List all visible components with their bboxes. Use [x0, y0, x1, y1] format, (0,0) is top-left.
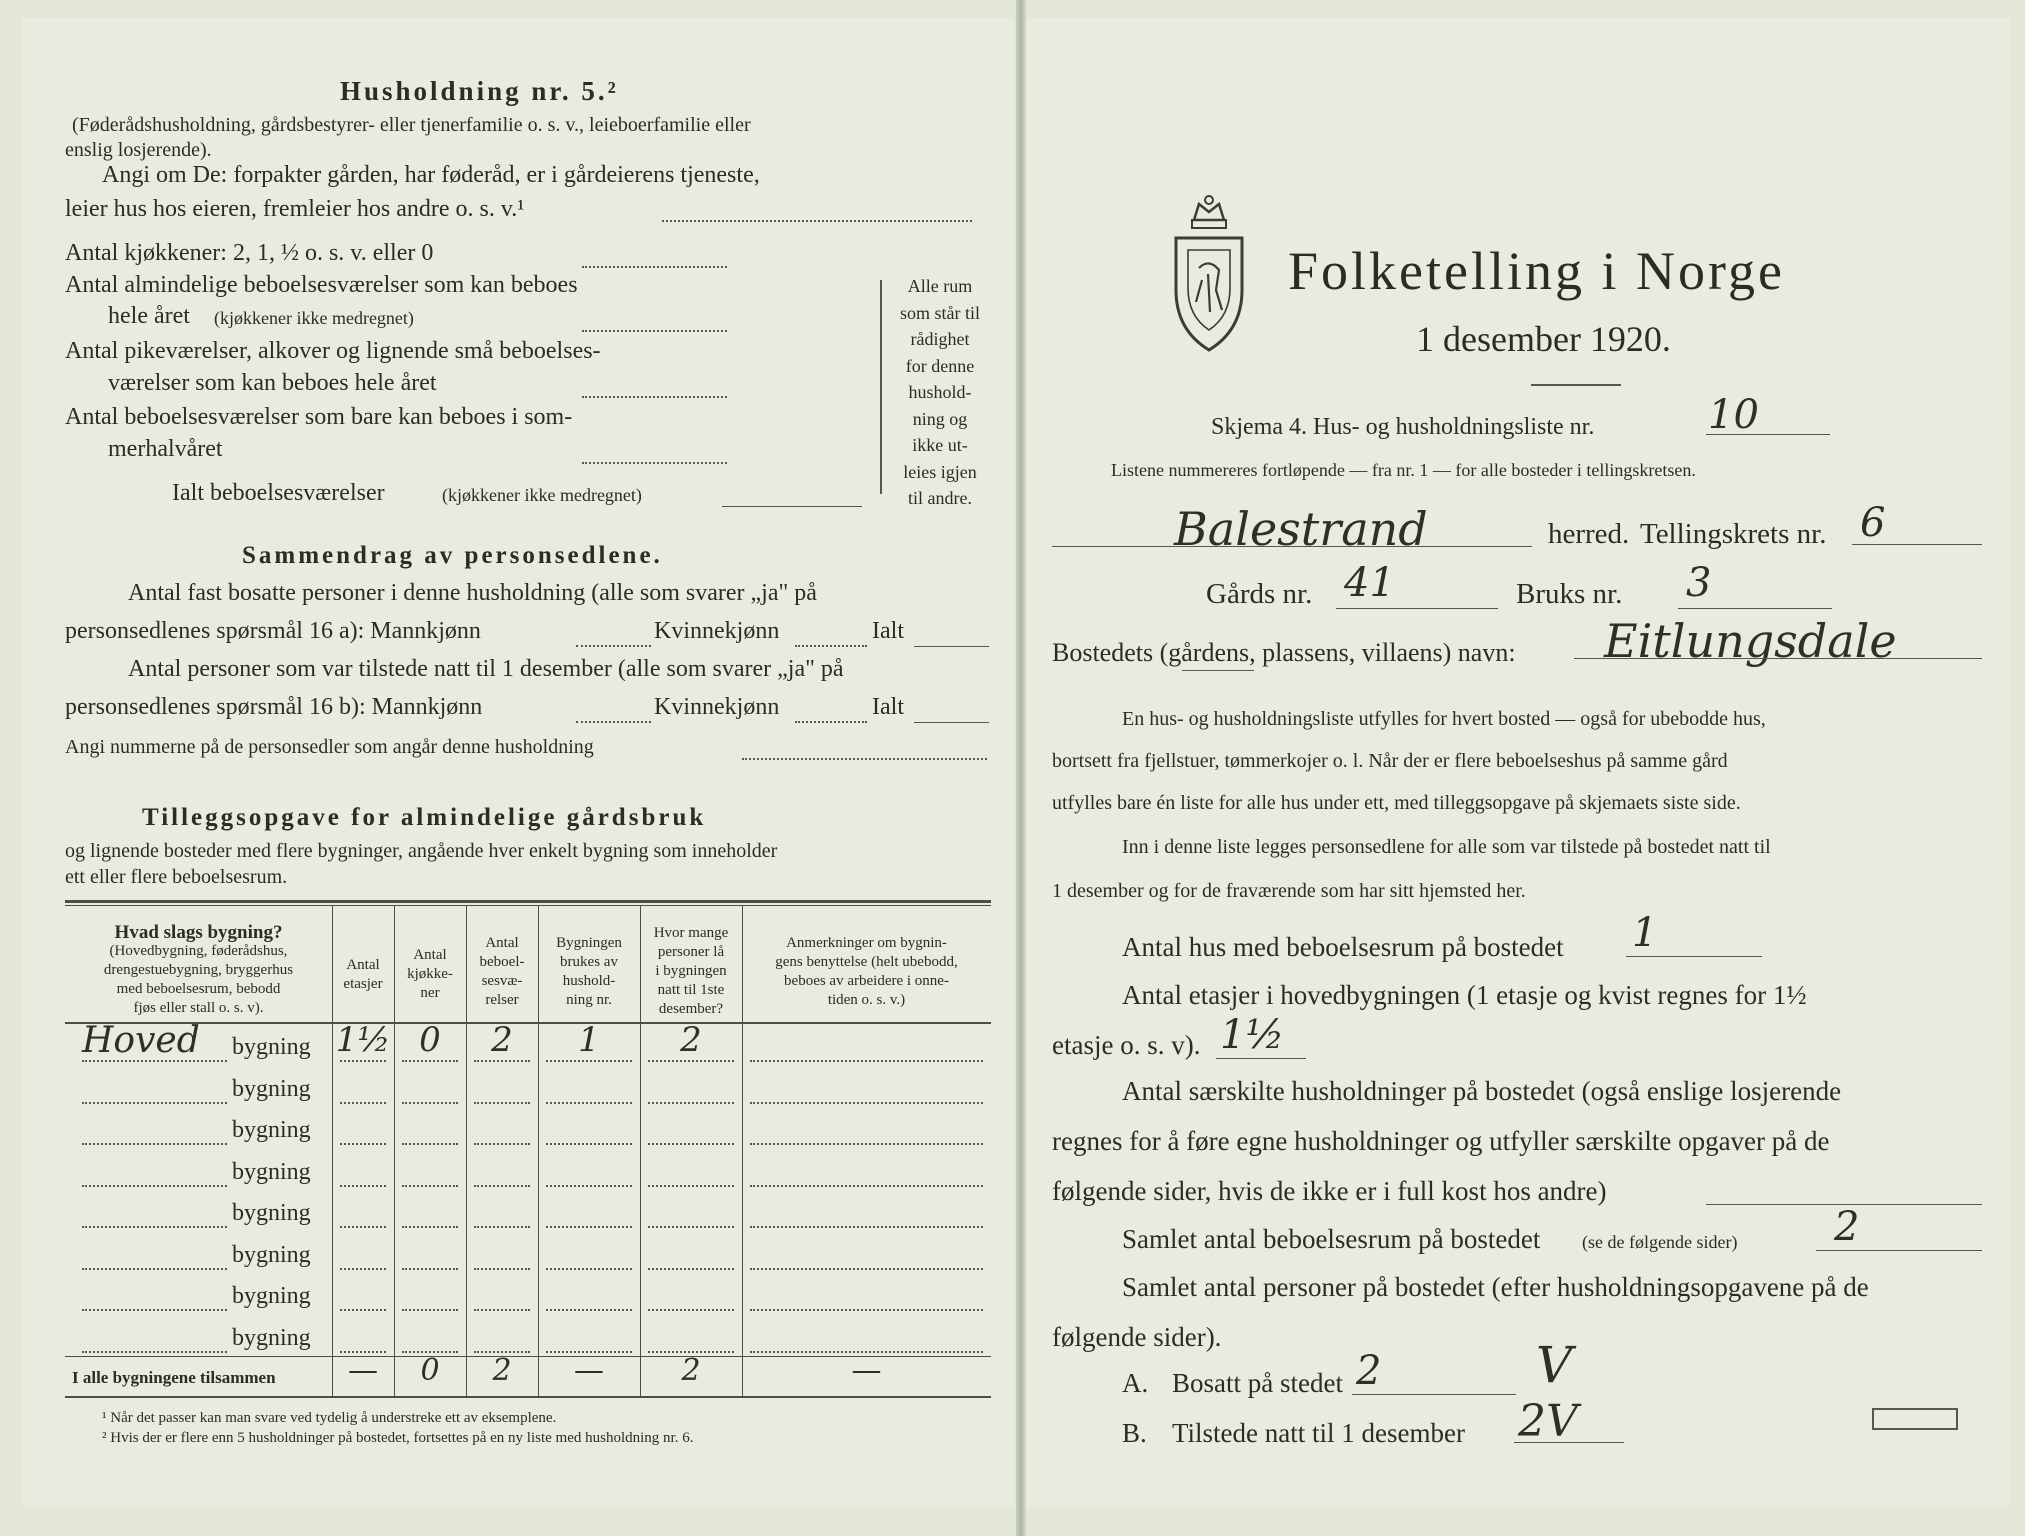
header-kitchens [394, 946, 466, 1003]
header-text: med beboelsesrum, bebodd [116, 981, 281, 997]
gards-number[interactable]: 41 [1344, 560, 1395, 606]
tellingskrets-label: Tellingskrets nr. [1640, 518, 1827, 550]
cell-vaerelser[interactable]: 2 [491, 1020, 513, 1060]
floors-label-2: etasje o. s. v). [1052, 1030, 1201, 1060]
total-persons[interactable]: 2 [681, 1353, 701, 1388]
resident-line [1352, 1394, 1516, 1395]
building-name-line [82, 1351, 227, 1353]
cell-line [750, 1226, 983, 1228]
floors-label-1: Antal etasjer i hovedbygningen (1 etasje og kvist regnes for 1½ [1122, 980, 1807, 1010]
ordinary-rooms-label: Antal almindelige beboelsesværelser som kan beboes [65, 272, 578, 298]
building-name-line [82, 1185, 227, 1187]
cell-line [340, 1102, 386, 1104]
cell-line [648, 1143, 734, 1145]
cell-line [474, 1102, 530, 1104]
instruction-4: Inn i denne liste legges personsedlene for alle som var tilstede på bostedet natt til [1122, 836, 1771, 858]
building-name-line [82, 1143, 227, 1145]
header-household-no [538, 934, 640, 1010]
angi-line-2: leier hus hos eieren, fremleier hos andre o. s. v.¹ [65, 196, 525, 222]
header-persons [640, 924, 742, 1019]
header-text: fjøs eller stall o. s. v). [133, 1000, 264, 1016]
floors-value[interactable]: 1½ [1220, 1012, 1285, 1058]
table-bottom-rule [65, 1396, 991, 1398]
total-persons-2: følgende sider). [1052, 1322, 1222, 1352]
bosted-label: Bostedets (gårdens, plassens, villaens) navn: [1052, 638, 1516, 667]
printer-stamp [1872, 1408, 1958, 1430]
cell-line [402, 1060, 458, 1062]
supplement-line-2: ett eller flere beboelsesrum. [65, 866, 288, 888]
present-value[interactable]: 2V [1518, 1396, 1578, 1447]
cell-line [402, 1143, 458, 1145]
building-label: bygning [232, 1283, 311, 1309]
present-female-line[interactable] [795, 721, 867, 723]
resident-check[interactable]: V [1536, 1336, 1573, 1394]
resident-label-letter: A. [1122, 1368, 1149, 1398]
residents-total-label: Ialt [872, 618, 904, 644]
present-label: Tilstede natt til 1 desember [1172, 1418, 1465, 1448]
cell-line [402, 1102, 458, 1104]
total-rooms-value[interactable]: 2 [1834, 1204, 1860, 1250]
census-title: Folketelling i Norge [1288, 241, 1785, 301]
right-page [1026, 18, 2010, 1508]
cell-line [340, 1185, 386, 1187]
building-name[interactable]: Hoved [82, 1020, 200, 1061]
angi-fill-line[interactable] [662, 220, 972, 222]
header-text: Bygningen [556, 935, 622, 951]
bruks-label: Bruks nr. [1516, 578, 1623, 610]
header-text: Anmerkninger om bygnin- [786, 935, 947, 951]
header-text: personer lå [657, 944, 725, 960]
bosted-underline [1182, 670, 1254, 671]
bosted-value[interactable]: Eitlungsdale [1604, 614, 1897, 668]
header-text: hushold- [562, 973, 616, 989]
brace [880, 280, 882, 494]
building-label: bygning [232, 1200, 311, 1226]
total-rooms-fill-line[interactable] [722, 506, 862, 507]
building-label: bygning [232, 1324, 311, 1351]
total-remarks[interactable]: — [851, 1353, 882, 1388]
cell-line [546, 1143, 632, 1145]
supplement-line-1: og lignende bosteder med flere bygninger, angående hver enkelt bygning som inneholder [65, 840, 778, 862]
present-total-line[interactable] [914, 722, 989, 723]
maid-rooms-label: Antal pikeværelser, alkover og lignende små beboelses- [65, 338, 601, 364]
header-text: ning nr. [566, 992, 612, 1008]
cell-line [474, 1268, 530, 1270]
maid-rooms-fill-line[interactable] [582, 396, 727, 398]
total-kitchens[interactable]: 0 [420, 1353, 440, 1388]
header-text: sesvæ- [481, 973, 523, 989]
header-text: gens benyttelse (helt ubebodd, [775, 954, 958, 970]
header-text: Antal [413, 947, 447, 963]
header-text: i bygningen [655, 963, 727, 979]
title-rule [1531, 384, 1621, 386]
schema-label: Skjema 4. Hus- og husholdningsliste nr. [1211, 414, 1595, 440]
total-rooms-note: (se de følgende sider) [1582, 1232, 1738, 1252]
building-name-line [82, 1060, 227, 1062]
total-rooms-note: (kjøkkener ikke medregnet) [442, 485, 642, 505]
side-note-line: for denne [905, 355, 975, 376]
building-name-line [82, 1309, 227, 1311]
header-text: kjøkke- [407, 966, 453, 982]
schema-number[interactable]: 10 [1708, 392, 1759, 438]
cell-line [546, 1268, 632, 1270]
present-female-label: Kvinnekjønn [654, 694, 780, 720]
gards-line [1336, 608, 1498, 609]
footnote-2: ² Hvis der er flere enn 5 husholdninger på bostedet, fortsettes på en ny liste med husholdning nr. 6. [102, 1430, 694, 1446]
houses-line [1626, 956, 1762, 957]
header-text: Antal [485, 935, 519, 951]
resident-value[interactable]: 2 [1356, 1348, 1382, 1394]
cell-kjokkener[interactable]: 0 [419, 1020, 441, 1060]
cell-line [474, 1143, 530, 1145]
houses-value[interactable]: 1 [1632, 910, 1658, 956]
header-text: ner [420, 985, 440, 1001]
header-text: beboel- [479, 954, 525, 970]
side-note [892, 273, 988, 512]
table-top-rule-2 [65, 905, 991, 906]
building-label: bygning [232, 1158, 311, 1185]
person-numbers-line[interactable] [742, 758, 987, 760]
ordinary-rooms-label-2: hele året [108, 303, 190, 329]
cell-line [402, 1268, 458, 1270]
cell-line [648, 1268, 734, 1270]
bruks-number[interactable]: 3 [1686, 560, 1712, 606]
header-rooms [466, 934, 538, 1010]
header-text: relser [485, 992, 519, 1008]
side-note-line: leies igjen [903, 461, 977, 482]
header-floors [332, 956, 394, 994]
cell-line [474, 1060, 530, 1062]
header-building-type [65, 923, 332, 1018]
side-note-line: ikke ut- [912, 435, 968, 455]
maid-rooms-label-2: værelser som kan beboes hele året [108, 370, 437, 396]
cell-line [648, 1226, 734, 1228]
cell-line [546, 1060, 632, 1062]
cell-line [402, 1309, 458, 1311]
header-remarks [742, 934, 991, 1010]
present-line [1514, 1442, 1624, 1443]
cell-husholdning[interactable]: 1 [578, 1020, 600, 1060]
header-text: drengestuebygning, bryggerhus [103, 962, 294, 978]
side-note-line: Alle rum [907, 276, 973, 296]
separate-households-3: følgende sider, hvis de ikke er i full kost hos andre) [1052, 1176, 1607, 1206]
schema-number-line [1706, 434, 1830, 435]
cell-line [750, 1309, 983, 1311]
separate-households-2: regnes for å føre egne husholdninger og utfyller særskilte opgaver på de [1052, 1126, 1830, 1156]
header-text: Hvad slags bygning? [114, 922, 283, 943]
building-label: bygning [232, 1241, 311, 1268]
header-text: beboes av arbeidere i onne- [784, 973, 949, 989]
household-title: Husholdning nr. 5.² [340, 76, 619, 106]
cell-etasjer[interactable]: 1½ [335, 1020, 391, 1060]
building-label: bygning [232, 1075, 311, 1102]
cell-line [648, 1102, 734, 1104]
side-note-line: til andre. [908, 488, 972, 508]
building-label: bygning [232, 1034, 311, 1060]
instruction-2: bortsett fra fjellstuer, tømmerkojer o. l. Når der er flere beboelseshus på samme gård [1052, 750, 1728, 772]
header-text: etasjer [343, 976, 383, 992]
herred-value[interactable]: Balestrand [1174, 502, 1428, 556]
side-note-line: hushold- [908, 382, 972, 402]
side-note-line: som står til [900, 302, 980, 323]
person-numbers-label: Angi nummerne på de personsedler som angår denne husholdning [65, 736, 594, 758]
header-text: desember? [658, 1001, 724, 1017]
census-date: 1 desember 1920. [1416, 319, 1671, 359]
building-name-line [82, 1226, 227, 1228]
cell-line [340, 1143, 386, 1145]
building-name-line [82, 1102, 227, 1104]
cell-line [750, 1268, 983, 1270]
ordinary-rooms-note: (kjøkkener ikke medregnet) [214, 308, 414, 328]
cell-line [340, 1268, 386, 1270]
header-text: brukes av [560, 954, 618, 970]
total-household[interactable]: — [574, 1353, 604, 1388]
cell-line [546, 1102, 632, 1104]
herred-line [1052, 546, 1532, 547]
residents-total-line[interactable] [914, 646, 989, 647]
cell-line [546, 1226, 632, 1228]
present-male-line[interactable] [576, 721, 651, 723]
cell-line [474, 1309, 530, 1311]
cell-line [648, 1185, 734, 1187]
tellingskrets-number[interactable]: 6 [1860, 500, 1886, 546]
total-rooms-label: Samlet antal beboelsesrum på bostedet [1122, 1224, 1541, 1254]
cell-line [750, 1143, 983, 1145]
residents-female-line[interactable] [795, 645, 867, 647]
present-line-2: personsedlenes spørsmål 16 b): Mannkjønn [65, 694, 483, 720]
gards-label: Gårds nr. [1206, 578, 1313, 610]
intro-line-2: enslig losjerende). [65, 139, 212, 161]
residents-line-2: personsedlenes spørsmål 16 a): Mannkjønn [65, 618, 481, 644]
ordinary-rooms-fill-line[interactable] [582, 330, 727, 332]
separate-households-1: Antal særskilte husholdninger på bostedet (også enslige losjerende [1122, 1076, 1842, 1106]
side-note-line: rådighet [910, 329, 970, 349]
residents-male-line[interactable] [576, 645, 651, 647]
cell-line [648, 1309, 734, 1311]
cell-line [474, 1185, 530, 1187]
summer-rooms-label-2: merhalvåret [108, 436, 223, 462]
residents-female-label: Kvinnekjønn [654, 618, 780, 644]
floors-line [1216, 1058, 1306, 1059]
page-fold [1016, 0, 1026, 1536]
cell-line [402, 1185, 458, 1187]
total-rooms-line [1816, 1250, 1982, 1251]
intro-line-1: (Føderådshusholdning, gårdsbestyrer- eller tjenerfamilie o. s. v., leieboerfamilie eller [72, 114, 751, 136]
cell-line [546, 1309, 632, 1311]
cell-line [340, 1309, 386, 1311]
cell-line [402, 1226, 458, 1228]
header-text: Hvor mange [653, 925, 729, 941]
present-line-1: Antal personer som var tilstede natt til 1 desember (alle som svarer „ja" på [128, 656, 844, 682]
bosted-line [1574, 658, 1982, 659]
header-text: natt til 1ste [657, 982, 725, 998]
present-total-label: Ialt [872, 694, 904, 720]
total-rooms-label: Ialt beboelsesværelser [172, 480, 385, 506]
numbering-note: Listene nummereres fortløpende — fra nr. 1 — for alle bosteder i tellingskretsen. [1111, 460, 1696, 480]
supplement-title: Tilleggsopgave for almindelige gårdsbruk [142, 804, 707, 831]
instruction-1: En hus- og husholdningsliste utfylles for hvert bosted — også for ubebodde hus, [1122, 708, 1766, 730]
bruks-line [1678, 608, 1832, 609]
kitchens-label: Antal kjøkkener: 2, 1, ½ o. s. v. eller 0 [65, 240, 434, 266]
header-text: tiden o. s. v.) [827, 992, 906, 1008]
cell-line [750, 1185, 983, 1187]
building-label: bygning [232, 1117, 311, 1143]
present-label-letter: B. [1122, 1418, 1147, 1448]
header-text: Antal [346, 957, 380, 973]
total-row-label: I alle bygningene tilsammen [72, 1368, 276, 1387]
total-floors[interactable]: — [348, 1353, 378, 1388]
summer-rooms-label: Antal beboelsesværelser som bare kan beboes i som- [65, 404, 573, 430]
building-name-line [82, 1268, 227, 1270]
angi-line-1: Angi om De: forpakter gården, har føderåd, er i gårdeierens tjeneste, [102, 162, 760, 188]
instruction-3: utfylles bare én liste for alle hus under ett, med tilleggsopgave på skjemaets siste side. [1052, 792, 1741, 814]
cell-line [340, 1226, 386, 1228]
cell-line [340, 1060, 386, 1062]
footnote-1: ¹ Når det passer kan man svare ved tydelig å understreke ett av eksemplene. [102, 1410, 557, 1426]
houses-label: Antal hus med beboelsesrum på bostedet [1122, 932, 1564, 962]
summer-rooms-fill-line[interactable] [582, 462, 727, 464]
resident-label: Bosatt på stedet [1172, 1368, 1343, 1398]
total-rooms[interactable]: 2 [492, 1353, 512, 1388]
header-text: (Hovedbygning, føderådshus, [109, 943, 288, 959]
herred-label: herred. [1548, 518, 1630, 550]
cell-line [474, 1226, 530, 1228]
side-note-line: ning og [912, 408, 968, 429]
cell-line [546, 1185, 632, 1187]
norway-coat-of-arms-icon [1164, 190, 1254, 360]
cell-line [750, 1060, 983, 1062]
instruction-5: 1 desember og for de fraværende som har sitt hjemsted her. [1052, 880, 1526, 902]
kitchens-fill-line[interactable] [582, 266, 727, 268]
residents-line-1: Antal fast bosatte personer i denne husholdning (alle som svarer „ja" på [128, 580, 817, 606]
cell-line [750, 1102, 983, 1104]
left-page [22, 18, 1014, 1508]
cell-line [648, 1060, 734, 1062]
summary-title: Sammendrag av personsedlene. [242, 542, 663, 569]
table-top-rule [65, 900, 991, 903]
tellingskrets-line [1852, 544, 1982, 545]
cell-personer[interactable]: 2 [680, 1020, 702, 1060]
total-persons-1: Samlet antal personer på bostedet (efter husholdningsopgavene på de [1122, 1272, 1869, 1302]
